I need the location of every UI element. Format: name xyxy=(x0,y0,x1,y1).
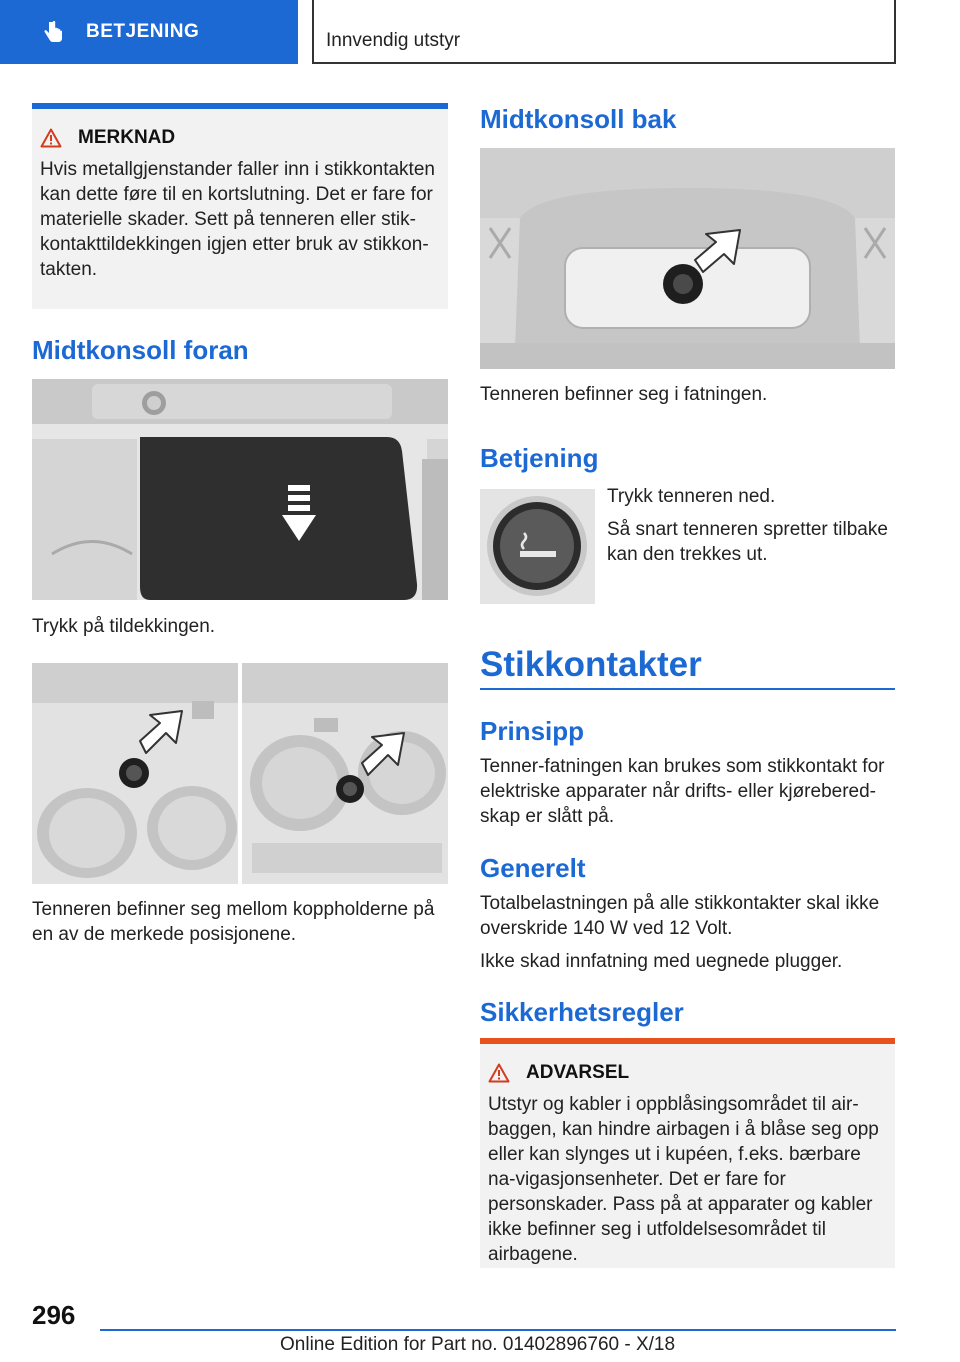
lighter-image xyxy=(480,489,595,604)
front-console-image xyxy=(32,379,448,600)
heading-front-console: Midtkonsoll foran xyxy=(32,335,249,365)
chapter-title: Stikkontakter xyxy=(480,645,702,684)
general-text-1: Totalbelastningen på alle stikkontakter skal ikke overskride 140 W ved 12 Volt. xyxy=(480,893,880,939)
notice-bar xyxy=(480,1038,895,1044)
chapter-header xyxy=(312,0,896,64)
page-number: 296 xyxy=(32,1300,76,1330)
notice-title: MERKNAD xyxy=(78,127,176,148)
notice-merknad xyxy=(32,103,448,309)
notice-text: Utstyr og kabler i oppblåsingsområdet til air-baggen, kan hindre airbagen i å blåse seg opp eller kan slynges ut i kupéen, f.eks. bærbare na-vigasjonsenheter. Det er fare for personskader. Pass på at apparater og kabler ikke befinner seg i utfoldelsesområdet til airbagene. xyxy=(488,1094,879,1265)
operation-step-1: Trykk tenneren ned. xyxy=(607,486,776,507)
section-label: BETJENING xyxy=(86,21,200,42)
rear-console-image xyxy=(480,148,895,369)
heading-safety: Sikkerhetsregler xyxy=(480,997,684,1027)
notice-text: Hvis metallgjenstander faller inn i stikkontakten kan dette føre til en kortslutning. Det er fare for materielle skader. Sett på tenneren eller stik-kontakttildekkingen igjen etter bruk av stikkon-takten. xyxy=(40,159,435,280)
caption-in-socket: Tenneren befinner seg i fatningen. xyxy=(480,384,768,405)
caption-press-cover: Trykk på tildekkingen. xyxy=(32,616,216,637)
section-tab[interactable] xyxy=(0,0,298,64)
heading-rear-console: Midtkonsoll bak xyxy=(480,104,677,134)
notice-title: ADVARSEL xyxy=(526,1062,630,1083)
principle-text: Tenner-fatningen kan brukes som stikkontakt for elektriske apparater når drifts- eller kjørebered-skap er slått på. xyxy=(480,756,885,827)
warning-triangle-icon xyxy=(40,128,62,148)
footer-edition: Online Edition for Part no. 01402896760 - X/18 xyxy=(280,1334,676,1355)
chapter-label: Innvendig utstyr xyxy=(326,30,461,51)
heading-principle: Prinsipp xyxy=(480,716,585,746)
caption-cupholders: Tenneren befinner seg mellom koppholderne på en av de merkede posisjonene. xyxy=(32,899,435,945)
heading-general: Generelt xyxy=(480,853,586,883)
hand-pointer-icon xyxy=(40,19,66,45)
chapter-rule xyxy=(480,688,895,690)
heading-operation: Betjening xyxy=(480,443,599,473)
notice-bar xyxy=(32,103,448,109)
footer-rule xyxy=(100,1329,896,1331)
operation-step-2: Så snart tenneren spretter tilbake kan den trekkes ut. xyxy=(607,519,888,565)
general-text-2: Ikke skad innfatning med uegnede plugger. xyxy=(480,951,843,972)
cupholder-image xyxy=(32,663,448,884)
notice-advarsel xyxy=(480,1038,895,1268)
warning-triangle-icon xyxy=(488,1063,510,1083)
